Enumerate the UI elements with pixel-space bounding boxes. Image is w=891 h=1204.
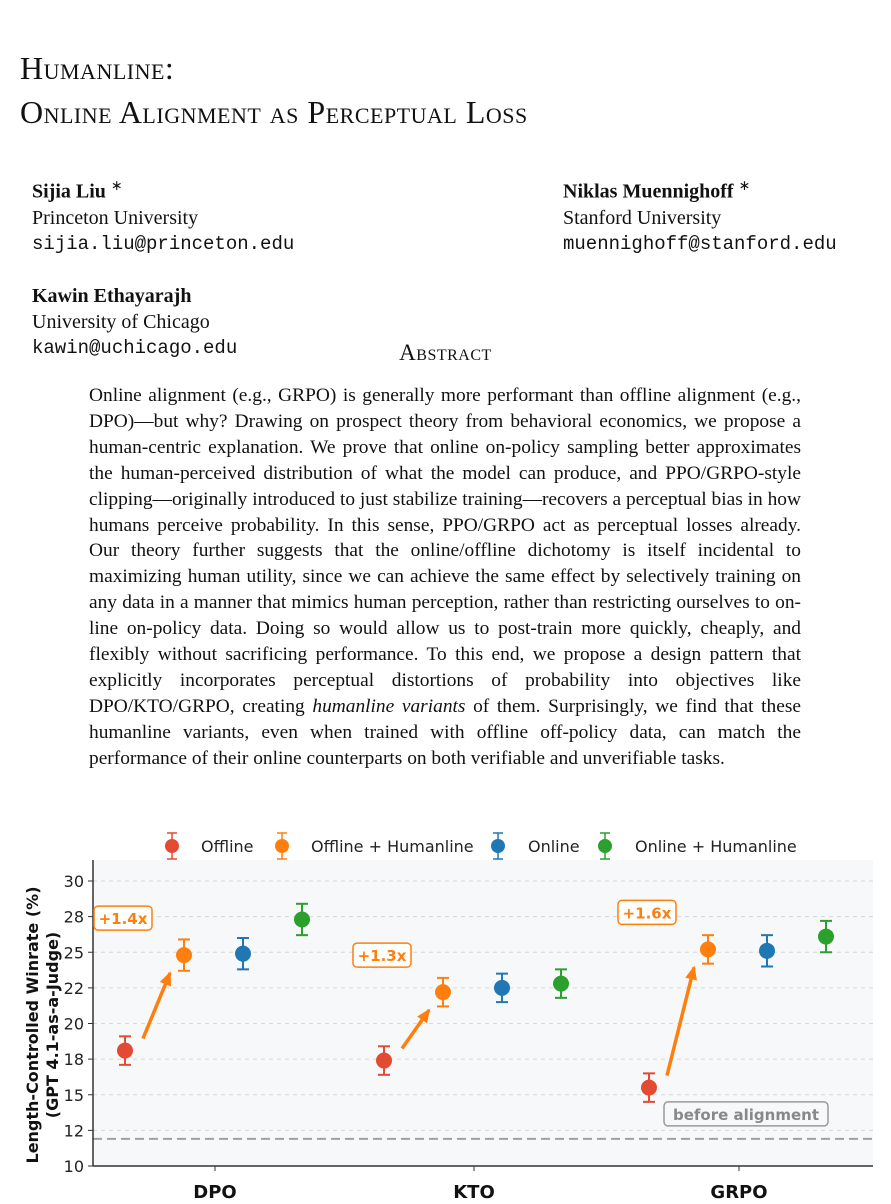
- legend-label: Offline + Humanline: [311, 837, 474, 856]
- legend-marker-icon: [275, 839, 289, 853]
- title-line-1: Humanline:: [20, 50, 175, 86]
- before-alignment-label: before alignment: [672, 1105, 820, 1124]
- author-block: [563, 174, 837, 257]
- legend-label: Online: [528, 837, 580, 856]
- legend-marker-icon: [598, 839, 612, 853]
- data-point: [117, 1043, 133, 1059]
- y-axis-label: (GPT 4.1-as-a-Judge): [43, 931, 62, 1119]
- author-affiliation: Princeton University: [32, 206, 199, 229]
- legend-marker-icon: [491, 839, 505, 853]
- y-tick-label: 28: [63, 907, 84, 927]
- legend-label: Offline: [201, 837, 254, 856]
- data-point: [759, 943, 775, 959]
- author-affiliation: University of Chicago: [32, 311, 210, 333]
- author-name: Sijia Liu ∗: [32, 179, 123, 203]
- data-point: [435, 984, 451, 1000]
- y-tick-label: 15: [63, 1085, 84, 1105]
- author-affiliation: Stanford University: [563, 206, 722, 229]
- y-tick-label: 18: [63, 1050, 84, 1070]
- data-point: [176, 947, 192, 963]
- author-block: [32, 174, 294, 257]
- data-point: [700, 941, 716, 957]
- y-tick-label: 25: [63, 943, 84, 963]
- x-tick-label: KTO: [453, 1182, 495, 1199]
- abstract-body: Online alignment (e.g., GRPO) is generally more performant than offline alignment (e.g., DPO)—but why? Drawing on prospect theory from behavioral economics, we propose a human-centric explanation. We prove that online on-policy sampling better approximates the human-perceived distribution of what the model can produce, and PPO/GRPO-style clipping—originally introduced to just stabilize training—recovers a perceptual bias in how humans perceive probability. In this sense, PPO/GRPO act as perceptual losses already. Our theory further suggests that the online/offline dichotomy is itself incidental to maximizing human utility, since we can achieve the same effect by selectively training on any data in a manner that mimics human perception, rather than restricting ourselves to online on-policy data. Doing so would allow us to post-train more quickly, cheaply, and flexibly without sacrificing performance. To this end, we propose a design pattern that explicitly incorporates perceptual distortions of probability into objectives like DPO/KTO/GRPO, creating humanline variants of them. Surprisingly, we find that these humanline variants, even when trained with offline off-policy data, can match the performance of their online counterparts on both verifiable and unverifiable tasks.: [89, 385, 801, 769]
- data-point: [553, 976, 569, 992]
- legend-marker-icon: [165, 839, 179, 853]
- abstract-heading: Abstract: [399, 340, 492, 365]
- y-axis-label: Length-Controlled Winrate (%): [23, 886, 42, 1164]
- author-name: Kawin Ethayarajh: [32, 285, 192, 307]
- author-email: sijia.liu@princeton.edu: [32, 232, 295, 255]
- improvement-label: +1.4x: [98, 910, 148, 929]
- title-line-2: Online Alignment as Perceptual Loss: [20, 94, 528, 130]
- data-point: [494, 980, 510, 996]
- legend-label: Online + Humanline: [635, 837, 797, 856]
- data-point: [294, 911, 310, 927]
- winrate-chart: [0, 820, 891, 1199]
- paper-title: [20, 46, 528, 134]
- y-tick-label: 20: [63, 1014, 84, 1034]
- x-tick-label: DPO: [193, 1182, 237, 1199]
- y-tick-label: 30: [63, 872, 84, 891]
- author-email: kawin@uchicago.edu: [32, 337, 238, 359]
- data-point: [235, 946, 251, 962]
- x-tick-label: GRPO: [710, 1182, 768, 1199]
- y-tick-label: 22: [63, 978, 84, 998]
- data-point: [376, 1053, 392, 1069]
- chart-canvas: [0, 820, 891, 1199]
- data-point: [641, 1080, 657, 1096]
- y-tick-label: 10: [63, 1157, 84, 1176]
- data-point: [818, 929, 834, 945]
- improvement-label: +1.3x: [357, 947, 407, 966]
- improvement-label: +1.6x: [622, 904, 672, 923]
- author-email: muennighoff@stanford.edu: [563, 232, 837, 255]
- author-name: Niklas Muennighoff ∗: [563, 179, 751, 203]
- y-tick-label: 12: [63, 1121, 84, 1141]
